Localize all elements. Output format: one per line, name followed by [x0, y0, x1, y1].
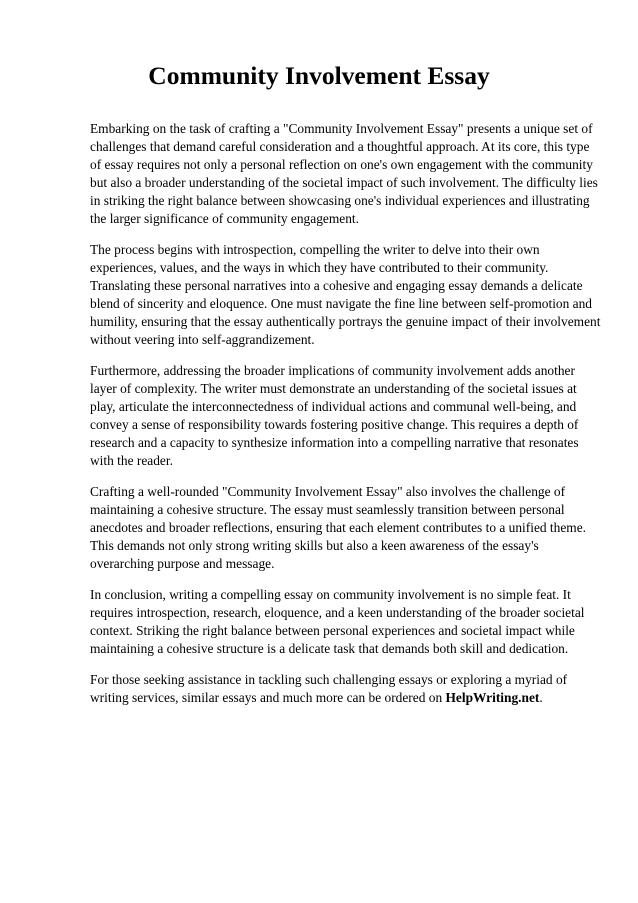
closing-text: For those seeking assistance in tackling such challenging essays or exploring a myriad of writing services, similar essays and much more can be ordered on [90, 672, 568, 705]
page-title: Community Involvement Essay [148, 61, 490, 90]
paragraph-3: Furthermore, addressing the broader implications of community involvement adds another layer of complexity. The writer must demonstrate an understanding of the societal issues at play, articulate the interconnectedness of individual actions and communal well-being, and convey a sense of responsibility towards fostering positive change. This requires a depth of research and a capacity to synthesize information into a compelling narrative that resonates with the reader. [90, 363, 579, 468]
brand-name: HelpWriting.net [445, 690, 540, 705]
closing-paragraph [90, 671, 602, 707]
paragraph-5: In conclusion, writing a compelling essay on community involvement is no simple feat. It requires introspection, research, eloquence, and a keen understanding of the broader societal context. Striking the right balance between personal experiences and societal impact while maintaining a cohesive structure is a delicate task that demands both skill and dedication. [90, 587, 585, 656]
essay-body [90, 120, 602, 720]
paragraph-2: The process begins with introspection, compelling the writer to delve into their own experiences, values, and the ways in which they have contributed to their community. Translating these personal narratives into a cohesive and engaging essay demands a delicate blend of sincerity and eloquence. One must navigate the fine line between self-promotion and humility, ensuring that the essay authentically portrays the genuine impact of their involvement without veering into self-aggrandizement. [90, 242, 601, 347]
closing-end: . [539, 690, 543, 705]
paragraph-1: Embarking on the task of crafting a "Community Involvement Essay" presents a unique set of challenges that demand careful consideration and a thoughtful approach. At its core, this type of essay requires not only a personal reflection on one's own engagement with the community but also a broader understanding of the societal impact of such involvement. The difficulty lies in striking the right balance between showcasing one's individual experiences and illustrating the larger significance of community engagement. [90, 121, 598, 226]
paragraph-4: Crafting a well-rounded "Community Involvement Essay" also involves the challenge of maintaining a cohesive structure. The essay must seamlessly transition between personal anecdotes and broader reflections, ensuring that each element contributes to a unified theme. This demands not only strong writing skills but also a keen awareness of the essay's overarching purpose and message. [90, 484, 587, 571]
